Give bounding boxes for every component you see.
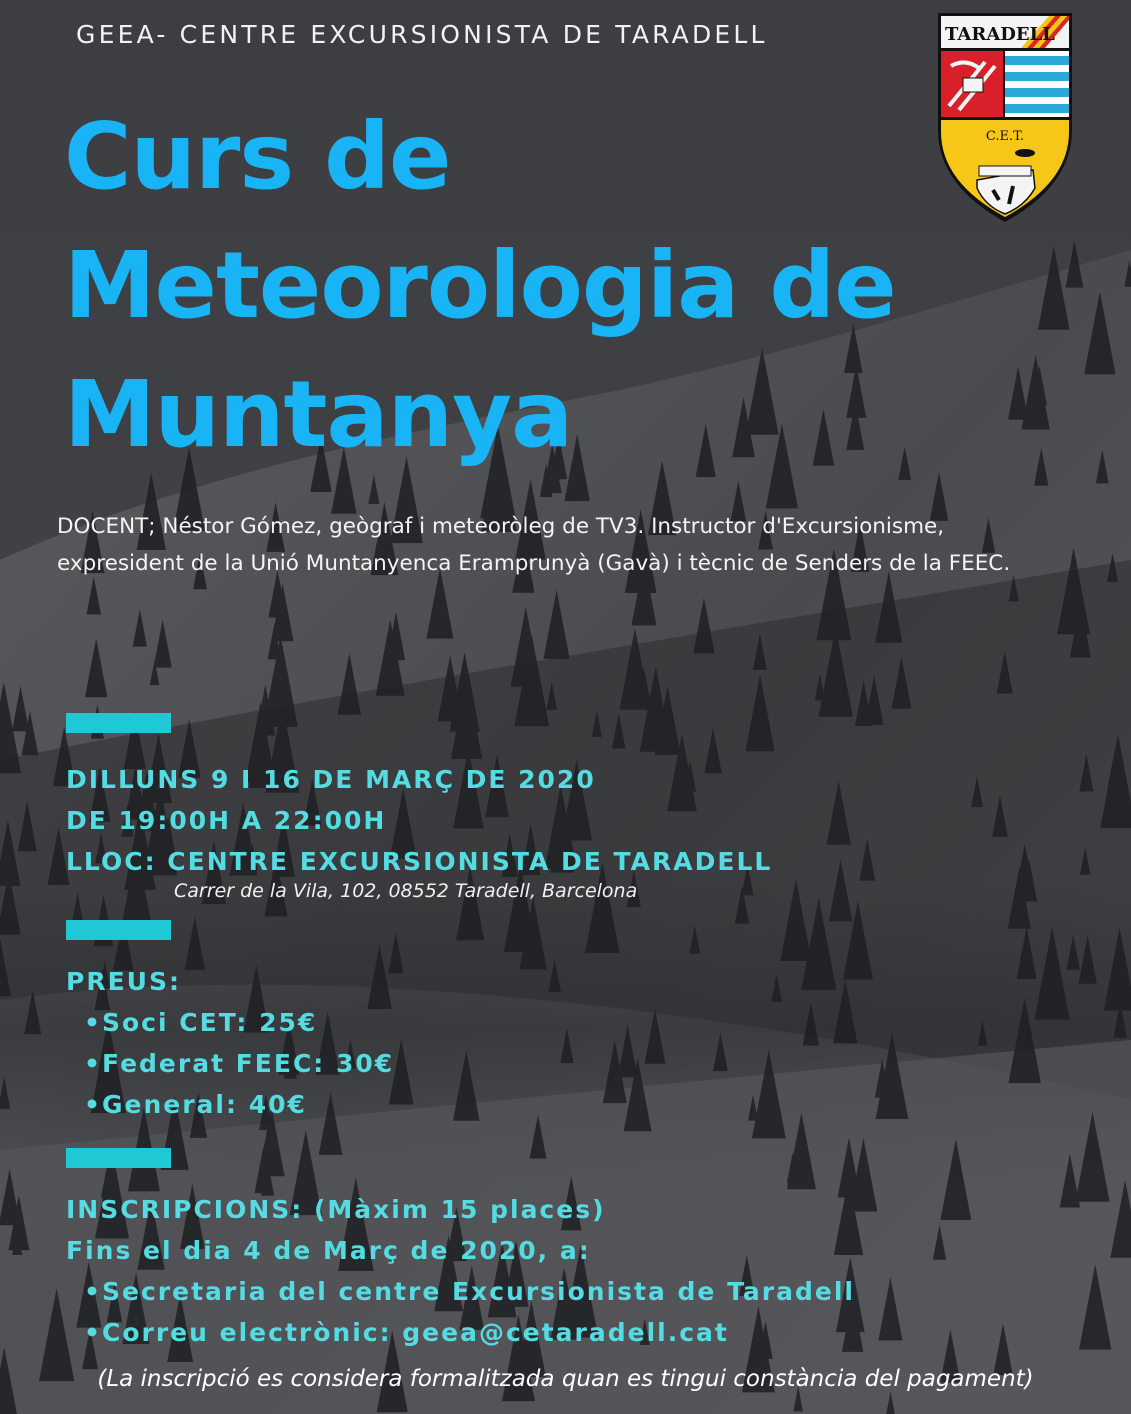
title-line-3: Muntanya (64, 361, 573, 468)
accent-divider (66, 1148, 171, 1168)
registration-deadline: Fins el dia 4 de Març de 2020, a: (66, 1236, 591, 1265)
course-dates: DILLUNS 9 I 16 DE MARÇ DE 2020 (66, 765, 596, 794)
prices-section (66, 961, 394, 1125)
price-item: • Soci CET: 25€ (84, 1002, 394, 1043)
schedule-section (66, 759, 772, 882)
instructor-description: DOCENT; Néstor Gómez, geògraf i meteoròleg de TV3. Instructor d'Excursionisme, expresident de la Unió Muntanyenca Eramprunyà (Gavà) i tècnic de Senders de la FEEC. (57, 514, 1011, 576)
course-address: Carrer de la Vila, 102, 08552 Taradell, Barcelona (174, 880, 638, 902)
price-item: • General: 40€ (84, 1084, 394, 1125)
registration-section (66, 1189, 855, 1353)
title-line-2: Meteorologia de (64, 232, 896, 339)
registration-item-email[interactable]: • Correu electrònic: geea@cetaradell.cat (84, 1312, 855, 1353)
prices-heading: PREUS: (66, 967, 181, 996)
accent-divider (66, 713, 171, 733)
registration-list (84, 1271, 855, 1353)
registration-item: • Secretaria del centre Excursionista de Taradell (84, 1271, 855, 1312)
price-item: • Federat FEEC: 30€ (84, 1043, 394, 1084)
club-crest-logo (935, 10, 1075, 226)
accent-divider (66, 920, 171, 940)
organization-header: GEEA- CENTRE EXCURSIONISTA DE TARADELL (76, 20, 768, 49)
prices-list (84, 1002, 394, 1125)
title-line-1: Curs de (64, 103, 451, 210)
course-time: DE 19:00H A 22:00H (66, 806, 387, 835)
crest-initials: C.E.T. (985, 129, 1025, 144)
course-title (64, 92, 896, 479)
crest-top-label: TARADELL (945, 24, 1055, 45)
registration-heading: INSCRIPCIONS: (Màxim 15 places) (66, 1195, 606, 1224)
course-place: LLOC: CENTRE EXCURSIONISTA DE TARADELL (66, 847, 773, 876)
footer-note: (La inscripció es considera formalitzada quan es tingui constància del pagament) (97, 1366, 1034, 1392)
